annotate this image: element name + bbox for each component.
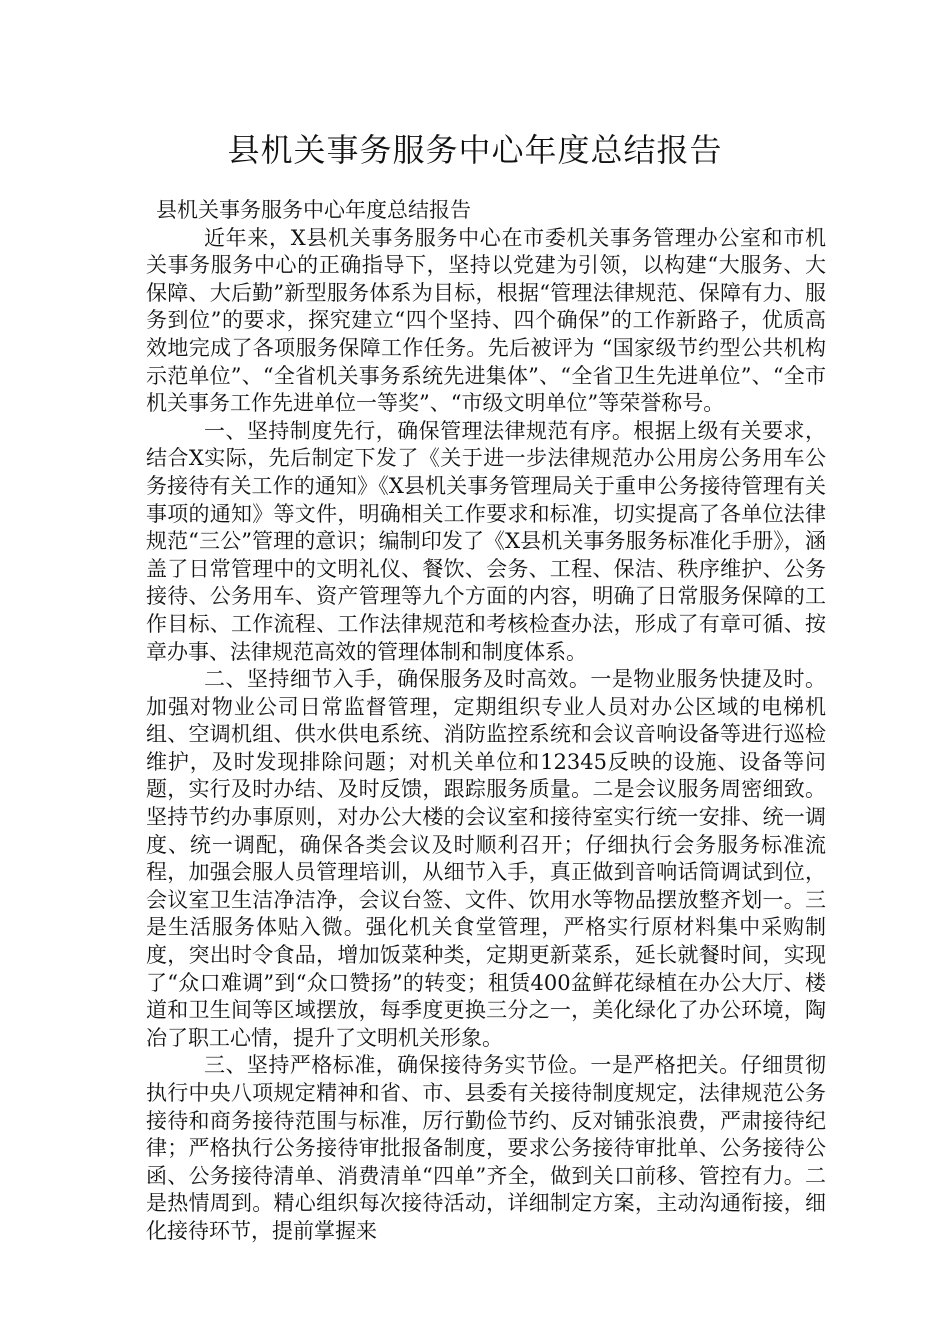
document-title: 县机关事务服务中心年度总结报告 (227, 131, 723, 169)
document-body (146, 197, 826, 1246)
paragraph-section-3: 三、坚持严格标准，确保接待务实节俭。一是严格把关。仔细贯彻执行中央八项规定精神和省、市、县委有关接待制度规定，法律规范公务接待和商务接待范围与标准，厉行勤俭节约、反对铺张浪费，严肃接待纪律；严格执行公务接待审批报备制度，要求公务接待审批单、公务接待公函、公务接待清单、消费清单“四单”齐全，做到关口前移、管控有力。二是热情周到。精心组织每次接待活动，详细制定方案，主动沟通衔接，细化接待环节，提前掌握来 (146, 1053, 826, 1243)
paragraph-section-1: 一、坚持制度先行，确保管理法律规范有序。根据上级有关要求，结合X实际，先后制定下发了《关于进一步法律规范办公用房公务用车公务接待有关工作的通知》《X县机关事务管理局关于重申公务接待管理有关事项的通知》等文件，明确相关工作要求和标准，切实提高了各单位法律规范“三公”管理的意识；编制印发了《X县机关事务服务标准化手册》，涵盖了日常管理中的文明礼仪、餐饮、会务、工程、保洁、秩序维护、公务接待、公务用车、资产管理等九个方面的内容，明确了日常服务保障的工作目标、工作流程、工作法律规范和考核检查办法，形成了有章可循、按章办事、法律规范高效的管理体制和制度体系。 (146, 418, 826, 664)
paragraph-intro: 近年来，X县机关事务服务中心在市委机关事务管理办公室和市机关事务服务中心的正确指导下，坚持以党建为引领，以构建“大服务、大保障、大后勤”新型服务体系为目标，根据“管理法律规范、保障有力、服务到位”的要求，探究建立“四个坚持、四个确保”的工作新路子，优质高效地完成了各项服务保障工作任务。先后被评为 “国家级节约型公共机构示范单位”、“全省机关事务系统先进集体”、“全省卫生先进单位”、“全市机关事务工作先进单位一等奖”、“市级文明单位”等荣誉称号。 (146, 225, 826, 416)
document-subtitle: 县机关事务服务中心年度总结报告 (156, 198, 471, 222)
paragraph-section-2: 二、坚持细节入手，确保服务及时高效。一是物业服务快捷及时。加强对物业公司日常监督管理，定期组织专业人员对办公区域的电梯机组、空调机组、供水供电系统、消防监控系统和会议音响设备等进行巡检维护，及时发现排除问题；对机关单位和12345反映的设施、设备等问题，实行及时办结、及时反馈，跟踪服务质量。二是会议服务周密细致。坚持节约办事原则，对办公大楼的会议室和接待室实行统一安排、统一调度、统一调配，确保各类会议及时顺利召开；仔细执行会务服务标准流程，加强会服人员管理培训，从细节入手，真正做到音响话筒调试到位，会议室卫生洁净洁净，会议台签、文件、饮用水等物品摆放整齐划一。三是生活服务体贴入微。强化机关食堂管理，严格实行原材料集中采购制度，突出时令食品，增加饭菜种类，定期更新菜系，延长就餐时间，实现了“众口难调”到“众口赞扬”的转变；租赁400盆鲜花绿植在办公大厅、楼道和卫生间等区域摆放，每季度更换三分之一，美化绿化了办公环境，陶冶了职工心情，提升了文明机关形象。 (146, 667, 826, 1050)
